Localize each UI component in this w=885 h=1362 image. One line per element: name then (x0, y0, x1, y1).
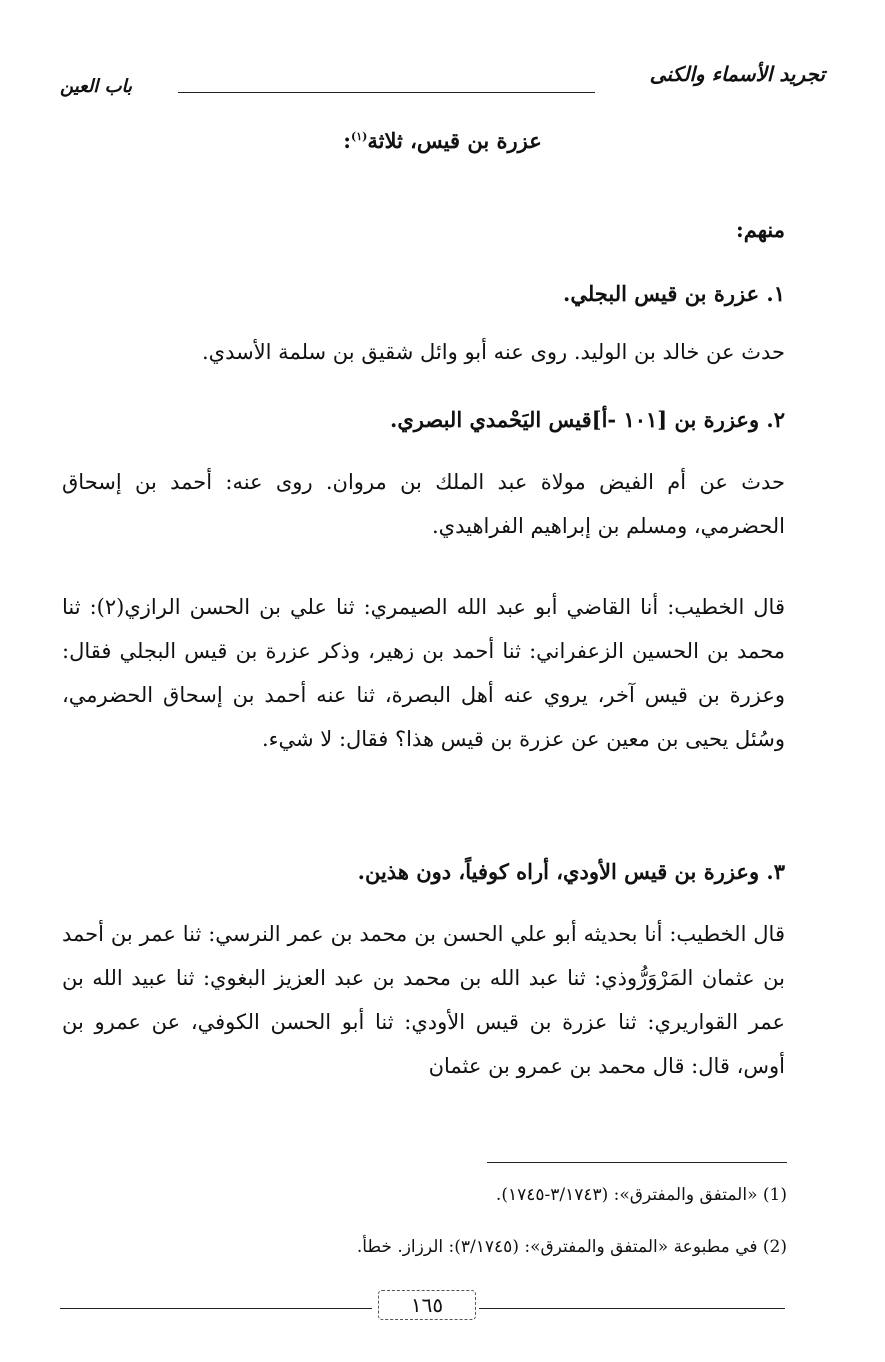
entry-title (100, 128, 785, 153)
footnote-ref-1: (١) (350, 130, 368, 143)
entry-title-text: عزرة بن قيس، ثلاثة (367, 128, 542, 153)
item-3-heading: ٣. وعزرة بن قيس الأودي، أراه كوفياً، دون هذين. (357, 859, 785, 884)
footnote-rule (487, 1162, 787, 1163)
running-header (60, 62, 825, 102)
item-1-heading: ١. عزرة بن قيس البجلي. (563, 281, 785, 306)
item-3-paragraph: قال الخطيب: أنا بحديثه أبو علي الحسن بن محمد بن عمر النرسي: ثنا عمر بن أحمد بن عثمان المَرْوَرُّوذي: ثنا عبد الله بن محمد بن عبد العزيز البغوي: ثنا عبيد الله بن عمر القواريري: ثنا عزرة بن قيس الأودي: ثنا أبو الحسن الكوفي، عن عمرو بن أوس، قال: قال محمد بن عمرو بن عثمان (62, 922, 785, 1078)
book-title: تجريد الأسماء والكنى (649, 62, 825, 86)
page-number: ١٦٥ (378, 1290, 476, 1320)
entry-title-colon: : (343, 128, 351, 153)
footer-rule-left (60, 1308, 372, 1309)
header-rule (178, 92, 595, 93)
footer-rule-right (479, 1308, 785, 1309)
section-title: باب العين (60, 76, 133, 97)
item-2-paragraph-2: قال الخطيب: أنا القاضي أبو عبد الله الصيمري: ثنا علي بن الحسن الرازي(٢): ثنا محمد بن الحسين الزعفراني: ثنا أحمد بن زهير، وذكر عزرة بن قيس البجلي فقال: وعزرة بن قيس آخر، يروي عنه أهل البصرة، ثنا عنه أحمد بن إسحاق الحضرمي، وسُئل يحيى بن معين عن عزرة بن قيس هذا؟ فقال: لا شيء. (62, 595, 785, 751)
page-footer (60, 1290, 785, 1330)
item-1-paragraph: حدث عن خالد بن الوليد. روى عنه أبو وائل شقيق بن سلمة الأسدي. (201, 340, 785, 364)
item-2-heading: ٢. وعزرة بن [١٠١ -أ]قيس اليَحْمدي البصري. (390, 407, 785, 432)
footnote-2: (2) في مطبوعة «المتفق والمفترق»: (٣/١٧٤٥): الرزاز. خطأ. (356, 1237, 787, 1257)
item-2-paragraph-1: حدث عن أم الفيض مولاة عبد الملك بن مروان. روى عنه: أحمد بن إسحاق الحضرمي، ومسلم بن إبراهيم الفراهيدي. (62, 470, 785, 538)
intro-line: منهم: (736, 217, 785, 242)
footnote-1: (1) «المتفق والمفترق»: (٣/١٧٤٣-١٧٤٥). (495, 1185, 787, 1205)
